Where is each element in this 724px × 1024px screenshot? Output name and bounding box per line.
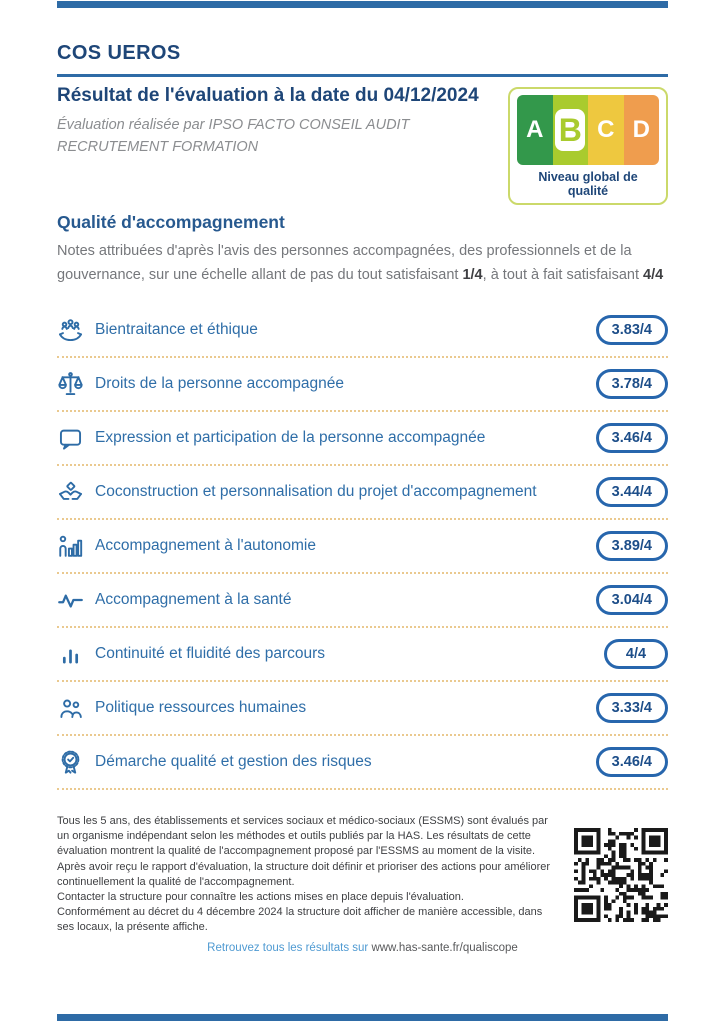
rating-label: Politique ressources humaines bbox=[95, 699, 307, 716]
footer-paragraph: Conformément au décret du 4 décembre 2024 la structure doit afficher de manière accessible, dans ses locaux, la présente affiche. bbox=[57, 906, 543, 934]
hands-puzzle-icon bbox=[57, 479, 84, 506]
pulse-icon bbox=[57, 587, 84, 614]
rating-score: 3.46/4 bbox=[596, 747, 668, 777]
footer-paragraph: Tous les 5 ans, des établissements et services sociaux et médico-sociaux (ESSMS) sont évalués par un organisme indépendant selon les méthodes et outils publiés par la HAS. Les résultats de cette évaluation montrent la qualité de l'accompagnement proposé par l'ESSMS au moment de la visite. Après avoir reçu le rapport d'évaluation, la structure doit définir et prioriser des actions pour améliorer continuellement la qualité de l'accompagnement. bbox=[57, 815, 551, 888]
org-name: COS UEROS bbox=[57, 42, 181, 64]
rating-label: Démarche qualité et gestion des risques bbox=[95, 753, 372, 770]
quality-level-badge bbox=[508, 87, 668, 205]
rating-score: 3.46/4 bbox=[596, 423, 668, 453]
rating-score: 4/4 bbox=[604, 639, 668, 669]
rating-label: Accompagnement à l'autonomie bbox=[95, 537, 316, 554]
rating-label: Bientraitance et éthique bbox=[95, 321, 258, 338]
rating-score: 3.04/4 bbox=[596, 585, 668, 615]
quality-medal-icon bbox=[57, 749, 84, 776]
care-hands-icon bbox=[57, 317, 84, 344]
rating-score: 3.83/4 bbox=[596, 315, 668, 345]
section-heading: Qualité d'accompagnement bbox=[57, 212, 285, 232]
footer-explainer bbox=[57, 814, 557, 936]
scale-min-value: 1/4 bbox=[462, 266, 483, 283]
bar-chart-icon bbox=[57, 641, 84, 668]
evaluation-title: Résultat de l'évaluation à la date du 04/12/2024 bbox=[57, 85, 479, 106]
badge-caption: Niveau global de qualité bbox=[538, 170, 638, 198]
header-divider bbox=[57, 74, 668, 77]
rating-score: 3.33/4 bbox=[596, 693, 668, 723]
badge-level-d: D bbox=[624, 95, 660, 165]
top-border-bar bbox=[57, 1, 668, 8]
rating-row bbox=[57, 574, 668, 628]
rating-row bbox=[57, 358, 668, 412]
people-icon bbox=[57, 695, 84, 722]
evaluation-subtitle: Évaluation réalisée par IPSO FACTO CONSEIL AUDIT RECRUTEMENT FORMATION bbox=[57, 117, 410, 155]
rating-label: Droits de la personne accompagnée bbox=[95, 375, 345, 392]
justice-scales-icon bbox=[57, 371, 84, 398]
footer-paragraph: Contacter la structure pour connaître les actions mises en place depuis l'évaluation. bbox=[57, 891, 464, 904]
ratings-list bbox=[57, 304, 668, 790]
rating-score: 3.89/4 bbox=[596, 531, 668, 561]
rating-score: 3.78/4 bbox=[596, 369, 668, 399]
rating-label: Accompagnement à la santé bbox=[95, 591, 292, 608]
results-link-prefix: Retrouvez tous les résultats sur bbox=[207, 941, 372, 954]
rating-row bbox=[57, 304, 668, 358]
results-link-url[interactable]: www.has-sante.fr/qualiscope bbox=[371, 941, 518, 954]
bottom-border-bar bbox=[57, 1014, 668, 1021]
rating-row bbox=[57, 736, 668, 790]
rating-row bbox=[57, 520, 668, 574]
selected-level-box: B bbox=[555, 109, 585, 151]
badge-level-b-selected bbox=[553, 95, 589, 165]
rating-row bbox=[57, 466, 668, 520]
rating-row bbox=[57, 628, 668, 682]
rating-scale-intro: Notes attribuées d'après l'avis des personnes accompagnées, des professionnels et de la gouvernance, sur une échelle allant de pas du tout satisfaisant 1/4, à tout à fait satisfaisant 4/4 bbox=[57, 243, 664, 283]
rating-row bbox=[57, 412, 668, 466]
speech-bubble-icon bbox=[57, 425, 84, 452]
person-chart-icon bbox=[57, 533, 84, 560]
results-link-line bbox=[57, 942, 668, 954]
rating-score: 3.44/4 bbox=[596, 477, 668, 507]
qr-code bbox=[574, 828, 668, 922]
rating-label: Continuité et fluidité des parcours bbox=[95, 645, 326, 662]
quality-scale bbox=[517, 95, 659, 165]
rating-label: Coconstruction et personnalisation du projet d'accompagnement bbox=[95, 483, 537, 500]
rating-label: Expression et participation de la personne accompagnée bbox=[95, 429, 486, 446]
scale-max-value: 4/4 bbox=[643, 266, 664, 283]
rating-row bbox=[57, 682, 668, 736]
badge-level-c: C bbox=[588, 95, 624, 165]
badge-level-a: A bbox=[517, 95, 553, 165]
